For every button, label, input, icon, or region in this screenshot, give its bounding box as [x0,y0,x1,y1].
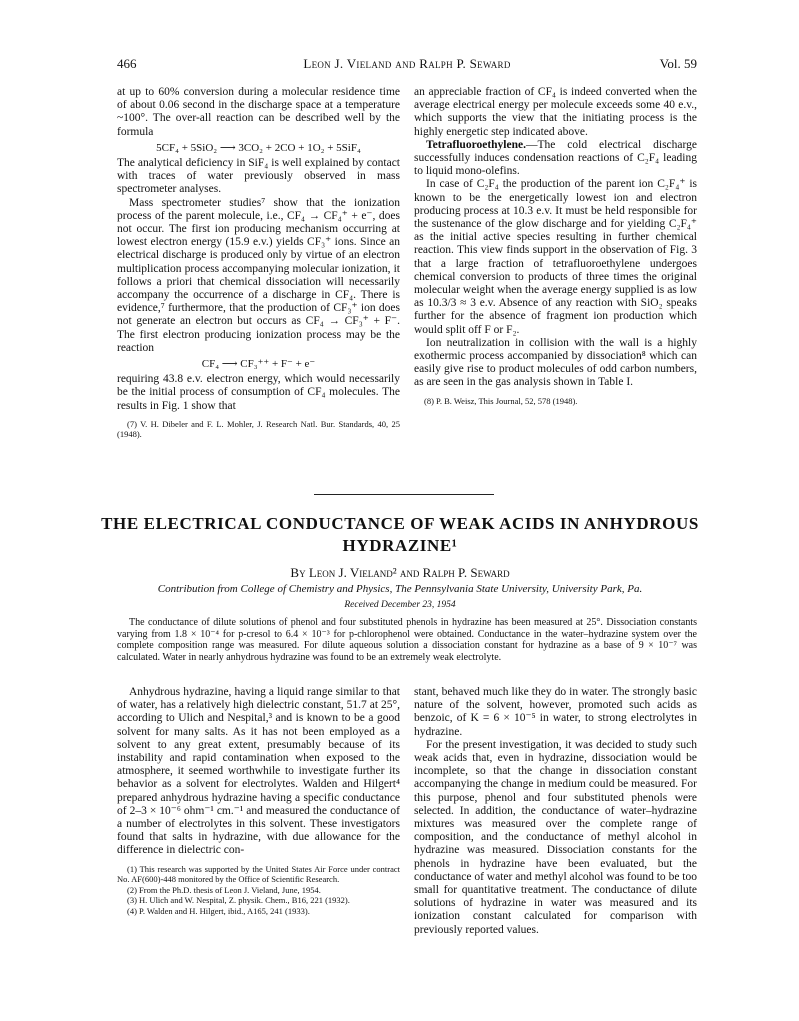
footnotes [117,419,400,440]
footnote: (8) P. B. Weisz, This Journal, 52, 578 (1948). [424,395,578,406]
section-text: —The cold electrical discharge successfully induces condensation reactions of C₂F₄ leading to liquid mono-olefins. [414,138,697,178]
paragraph: Mass spectrometer studies⁷ show that the ionization process of the parent molecule, i.e., CF₄ → CF₄⁺ + e⁻, does not occur. The first ion producing mechanism occurring at lowest electron energy (15.9 e.v.) yields CF₃⁺ ions. Since an electrical discharge is produced only by virtue of an electron multiplication process accompanying molecular ionization, it follows a priori that chemical dissociation will necessarily accompany the occurrence of a discharge in CF₄. There is evidence,⁷ furthermore, that the production of CF₃⁺ ion does not generate an electron but occurs as CF₄ → CF₃⁺ + F⁻. The first electron producing ionization process may be the reaction [117,196,400,354]
section-title: Tetrafluoroethylene. [426,138,526,151]
page-header [117,56,697,76]
paragraph: The analytical deficiency in SiF₄ is well explained by contact with traces of water previously observed in mass spectrometer analyses. [117,157,400,196]
column-bottom-right [414,686,697,937]
footnotes [414,396,697,407]
column-top-right [414,86,697,406]
paragraph: an appreciable fraction of CF₄ is indeed converted when the average electrical energy per molecule exceeds some 40 e.v., which supports the view that the initiating process is the highly energetic step indicated above. [414,86,697,138]
article-authors: By Leon J. Vieland² and Ralph P. Seward [290,565,510,580]
section-paragraph [414,139,697,179]
article-title: THE ELECTRICAL CONDUCTANCE OF WEAK ACIDS IN ANHYDROUS HYDRAZINE¹ [101,514,699,555]
paragraph: Anhydrous hydrazine, having a liquid range similar to that of water, has a relatively high dielectric constant, 51.7 at 25°, according to Ulich and Nespital,³ and is known to be a good solvent for many salts. As it has not been employed as a solvent to any great extent, presumably because of its instability and rapid contamination when exposed to the atmosphere, it seemed worthwhile to investigate further its behavior as a solvent for electrolytes. Walden and Hilgert⁴ prepared anhydrous hydrazine having a specific conductance of 2–3 × 10⁻⁶ ohm⁻¹ cm.⁻¹ and measured the conductance of a number of electrolytes in this solvent. These investigators found that salts in hydrazine, with due allowance for the difference in dielectric con- [117,686,400,857]
article-affiliation: Contribution from College of Chemistry and Physics, The Pennsylvania State University, University Park, Pa. [157,583,643,595]
running-title: Leon J. Vieland and Ralph P. Seward [303,56,511,71]
paragraph: stant, behaved much like they do in water. The strongly basic nature of the solvent, however, promoted such acids as benzoic, of K = 6 × 10⁻⁵ in water, to strong electrolytes in hydrazine. [414,686,697,738]
equation: 5CF₄ + 5SiO₂ ⟶ 3CO₂ + 2CO + 1O₂ + 5SiF₄ [156,141,361,154]
footnote: (3) H. Ulich and W. Nespital, Z. physik. Chem., B16, 221 (1932). [127,895,350,906]
footnote: (1) This research was supported by the United States Air Force under contract No. AF(600)-448 monitored by the Office of Scientific Research. [117,863,400,885]
footnotes [117,864,400,917]
abstract: The conductance of dilute solutions of phenol and four substituted phenols in hydrazine has been measured at 25°. Dissociation constants varying from 1.8 × 10⁻⁴ for p-cresol to 6.4 × 10⁻³ for p-chlorophenol were obtained. Conductance in the water–hydrazine system over the complete composition range was measured. For dilute aqueous solution a dissociation constant for hydrazine as a base of 9 × 10⁻⁷ was calculated. Water in nearly anhydrous hydrazine was found to be an extremely weak electrolyte. [117,617,697,663]
equation: CF₄ ⟶ CF₃⁺⁺ + F⁻ + e⁻ [201,358,316,371]
column-bottom-left [117,686,400,917]
paragraph: In case of C₂F₄ the production of the parent ion C₂F₄⁺ is known to be the energetically lowest ion and electron producing process at 10.3 e.v. It must be held responsible for the sustenance of the glow discharge and for yielding C₂F₄⁺ as the initial active species resulting in further chemical reaction. This view finds support in the observation of Fig. 3 that a large fraction of tetrafluoroethylene undergoes chemical conversion to products of three times the original molecular weight when the average energy supplied is as low as 10.3/3 ≈ 3 e.v. Absence of any reaction with SiO₂ speaks further for the absence of fragment ion production which would split off F or F₂. [414,178,697,336]
footnote: (2) From the Ph.D. thesis of Leon J. Vieland, June, 1954. [127,884,321,895]
page-number: 466 [117,56,137,71]
paragraph: at up to 60% conversion during a molecular residence time of about 0.06 second in the discharge space at a temperature ~100°. The over-all reaction can be described well by the formula [117,86,400,138]
paragraph: requiring 43.8 e.v. electron energy, which would necessarily be the initial process of consumption of CF₄ molecules. The results in Fig. 1 show that [117,373,400,412]
section-divider [314,494,494,495]
paragraph: Ion neutralization in collision with the wall is a highly exothermic process accompanied by dissociation⁸ which can easily give rise to product molecules of odd carbon numbers, as are seen in the gas analysis shown in Table I. [414,336,697,389]
column-top-left [117,86,400,440]
paragraph: For the present investigation, it was decided to study such weak acids that, even in hydrazine, dissociation would be incomplete, so that the change in dissociation constant accompanying the change in medium could be measured. For this purpose, phenol and four substituted phenols were selected. In addition, the conductance of water–hydrazine mixtures was measured over the complete range of composition, and the conductance of methyl alcohol in hydrazine was measured. Dissociation constants for the phenols in hydrazine have been evaluated, but the conductance of water and methyl alcohol was found to be too small for quantitative treatment. The conductance of dilute solutions of hydrazine in water was measured and its ionization constant calculated for comparison with previously reported values. [414,738,697,936]
volume-number: Vol. 59 [659,56,697,71]
received-date: Received December 23, 1954 [344,600,456,610]
footnote: (7) V. H. Dibeler and F. L. Mohler, J. Research Natl. Bur. Standards, 40, 25 (1948). [117,418,400,440]
footnote: (4) P. Walden and H. Hilgert, ibid., A165, 241 (1933). [127,906,310,917]
